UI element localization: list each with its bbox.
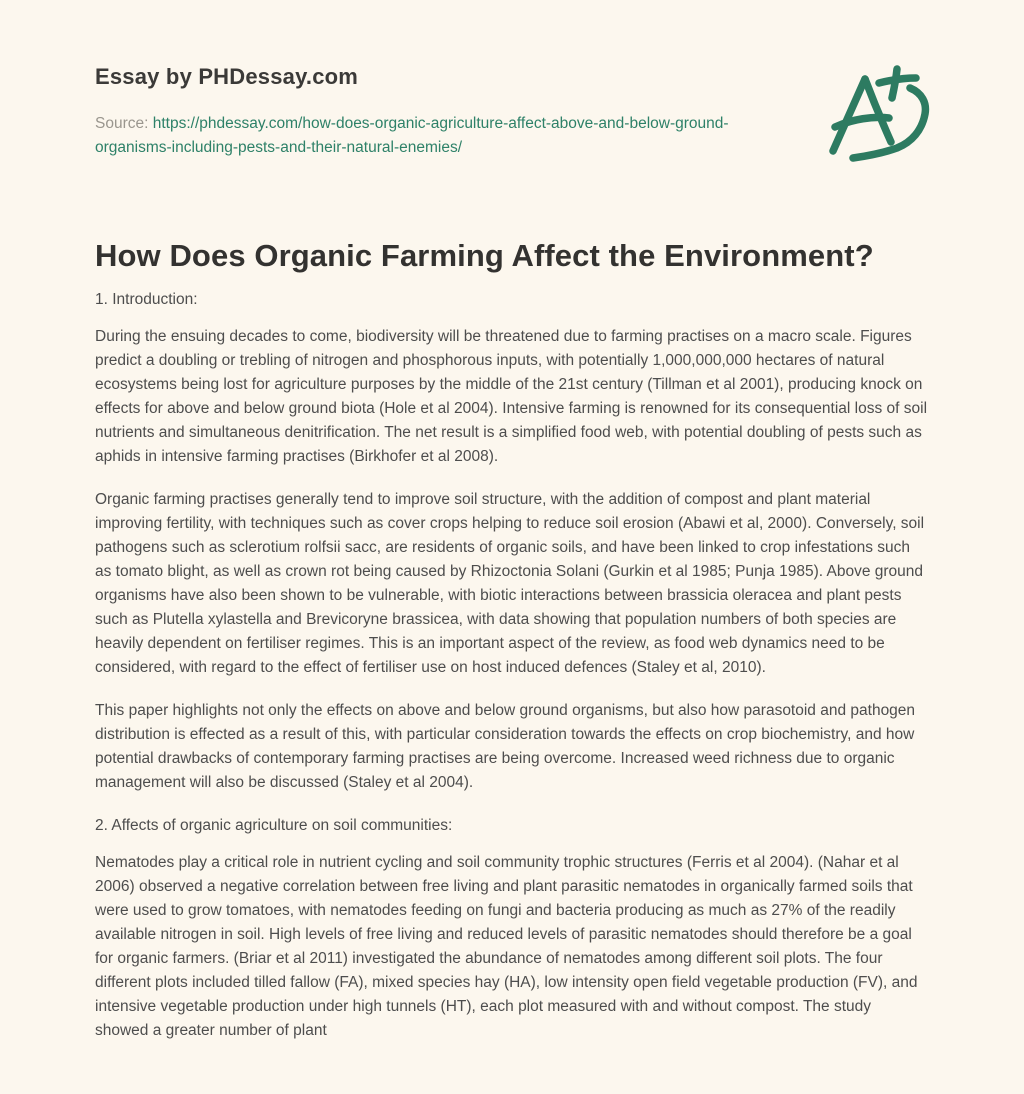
essay-body <box>95 238 928 1062</box>
section-heading-soil-communities: 2. Affects of organic agriculture on soil communities: <box>95 817 453 834</box>
source-line <box>95 112 757 160</box>
source-label: Source: <box>95 115 149 132</box>
phdessay-a-plus-logo-icon <box>815 62 945 172</box>
paragraph: Organic farming practises generally tend to improve soil structure, with the addition of compost and plant material improving fertility, with techniques such as cover crops helping to reduce soil erosion (Abawi et al, 2000). Conversely, soil pathogens such as sclerotium rolfsii sacc, are residents of organic soils, and have been linked to crop infestations such as tomato blight, as well as crown rot being caused by Rhizoctonia Solani (Gurkin et al 1985; Punja 1985). Above ground organisms have also been shown to be vulnerable, with biotic interactions between brassicia oleracea and plant pests such as Plutella xylastella and Brevicoryne brassicea, with data showing that population numbers of both species are heavily dependent on fertiliser regimes. This is an important aspect of the review, as food web dynamics need to be considered, with regard to the effect of fertiliser use on host induced defences (Staley et al, 2010). <box>95 491 925 676</box>
section-heading-introduction: 1. Introduction: <box>95 291 198 308</box>
source-url-link[interactable]: https://phdessay.com/how-does-organic-agriculture-affect-above-and-below-ground-organisms-including-pests-and-their-natural-enemies/ <box>95 115 729 156</box>
paragraph: Nematodes play a critical role in nutrient cycling and soil community trophic structures (Ferris et al 2004). (Nahar et al 2006) observed a negative correlation between free living and plant parasitic nematodes in organically farmed soils that were used to grow tomatoes, with nematodes feeding on fungi and bacteria producing as much as 27% of the readily available nitrogen in soil. High levels of free living and reduced levels of parasitic nematodes should therefore be a goal for organic farmers. (Briar et al 2011) investigated the abundance of nematodes among different soil plots. The four different plots included tilled fallow (FA), mixed species hay (HA), low intensity open field vegetable production (FV), and intensive vegetable production under high tunnels (HT), each plot measured with and without compost. The study showed a greater number of plant <box>95 854 918 1039</box>
byline: Essay by PHDessay.com <box>95 64 359 89</box>
paragraph: During the ensuing decades to come, biodiversity will be threatened due to farming practises on a macro scale. Figures predict a doubling or trebling of nitrogen and phosphorous inputs, with potentially 1,000,000,000 hectares of natural ecosystems being lost for agriculture purposes by the middle of the 21st century (Tillman et al 2001), producing knock on effects for above and below ground biota (Hole et al 2004). Intensive farming is renowned for its consequential loss of soil nutrients and simultaneous denitrification. The net result is a simplified food web, with potential doubling of pests such as aphids in intensive farming practises (Birkhofer et al 2008). <box>95 328 928 465</box>
essay-title: How Does Organic Farming Affect the Environment? <box>95 238 874 273</box>
paragraph: This paper highlights not only the effects on above and below ground organisms, but also how parasotoid and pathogen distribution is effected as a result of this, with particular consideration towards the effects on crop biochemistry, and how potential drawbacks of contemporary farming practises are being overcome. Increased weed richness due to organic management will also be discussed (Staley et al 2004). <box>95 702 916 791</box>
